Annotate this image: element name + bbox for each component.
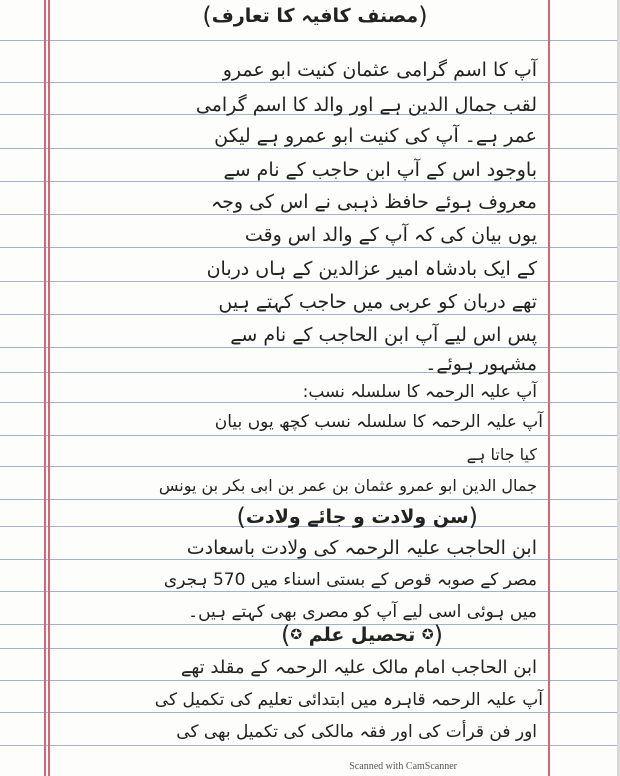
text-line: مصر کے صوبہ قوص کے بستی اسناء میں 570 ہجری [163, 570, 537, 590]
text-line: آپ علیہ الرحمہ قاہرہ میں ابتدائی تعلیم کی تکمیل کی [154, 690, 543, 710]
scanner-watermark: Scanned with CamScanner [349, 761, 457, 772]
left-margin-line-2 [48, 0, 50, 776]
ruled-line [0, 40, 617, 41]
text-line: جمال الدین ابو عمرو عثمان بن عمر بن ابی بکر بن یونس [158, 476, 537, 495]
text-line: تھے دربان کو عربی میں حاجب کہتے ہیں [218, 291, 537, 313]
text-line: کے ایک بادشاہ امیر عزالدین کے ہاں دربان [206, 258, 537, 280]
right-margin-line [548, 0, 550, 776]
text-line: معروف ہوئے حافظ ذہبی نے اس کی وجہ [211, 191, 537, 213]
ruled-line [0, 680, 617, 681]
ruled-line [0, 435, 617, 436]
text-line: مشہور ہوئے۔ [425, 353, 537, 375]
text-line: باوجود اس کے آپ ابن حاجب کے نام سے [223, 159, 537, 181]
text-line: آپ کا اسم گرامی عثمان کنیت ابو عمرو [222, 59, 537, 81]
text-line: یوں بیان کی کہ آپ کے والد اس وقت [244, 224, 537, 246]
ruled-line [0, 247, 617, 248]
heading-education: (✪ تحصیل علم ✪) [281, 621, 443, 649]
ruled-line [0, 314, 617, 315]
ruled-line [0, 499, 617, 500]
heading-birth: (سن ولادت و جائے ولادت) [236, 503, 478, 531]
text-line: پس اس لیے آپ ابن الحاجب کے نام سے [230, 324, 537, 346]
subheading-lineage: آپ علیہ الرحمہ کا سلسلہ نسب: [302, 382, 537, 402]
text-line: عمر ہے۔ آپ کی کنیت ابو عمرو ہے لیکن [214, 125, 537, 147]
ruled-line [0, 745, 617, 746]
ruled-line [0, 148, 617, 149]
ruled-line [0, 347, 617, 348]
text-line: میں ہوئی اسی لیے آپ کو مصری بھی کہتے ہیں۔ [188, 602, 537, 622]
text-line: ابن الحاجب امام مالک علیہ الرحمہ کے مقلد تھے [180, 657, 537, 678]
ruled-line [0, 648, 617, 649]
left-margin-line [44, 0, 46, 776]
heading-author-intro: (مصنف کافیہ کا تعارف) [202, 2, 428, 30]
text-line: کیا جاتا ہے [466, 445, 537, 464]
ruled-line [0, 214, 617, 215]
ruled-line [0, 82, 617, 83]
text-line: لقب جمال الدین ہے اور والد کا اسم گرامی [195, 94, 537, 116]
text-line: آپ علیہ الرحمہ کا سلسلہ نسب کچھ یوں بیان [214, 412, 543, 432]
text-line: ابن الحاجب علیہ الرحمہ کی ولادت باسعادت [186, 537, 537, 559]
text-line: اور فن قرأت کی اور فقہ مالکی کی تکمیل بھی کی [176, 722, 537, 742]
ruled-line [0, 712, 617, 713]
ruled-line [0, 281, 617, 282]
